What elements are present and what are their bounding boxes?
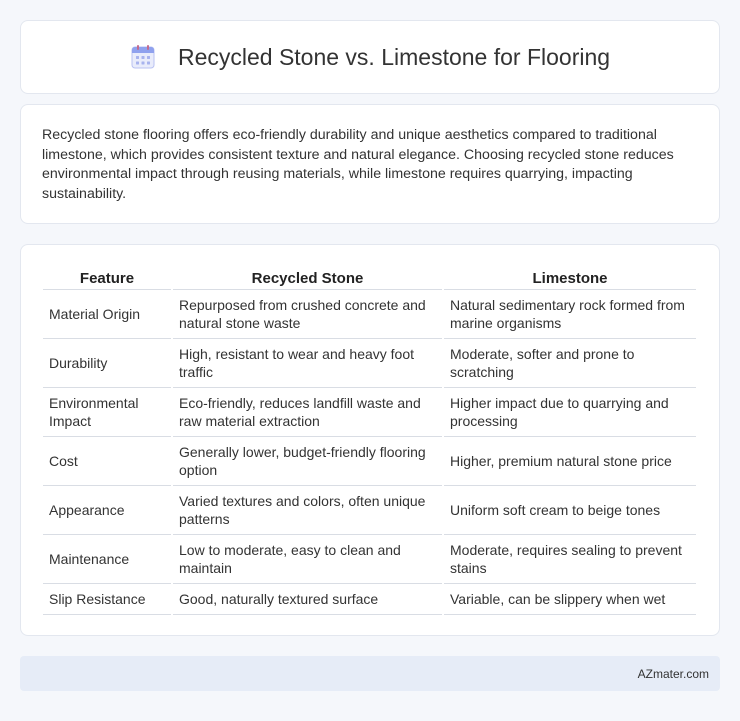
row-feature: Maintenance [43, 535, 171, 584]
row-feature: Environmental Impact [43, 388, 171, 437]
row-feature: Durability [43, 339, 171, 388]
header-feature: Feature [43, 267, 171, 290]
header-limestone: Limestone [444, 267, 696, 290]
table-row [43, 339, 696, 388]
comparison-card [20, 244, 720, 636]
row-feature: Appearance [43, 486, 171, 535]
calendar-icon [130, 44, 156, 70]
table-row [43, 486, 696, 535]
row-feature: Material Origin [43, 290, 171, 339]
row-limestone: Moderate, softer and prone to scratching [444, 339, 696, 388]
header-recycled-stone: Recycled Stone [173, 267, 442, 290]
table-header-row [43, 267, 696, 290]
row-recycled-stone: Low to moderate, easy to clean and maintain [173, 535, 442, 584]
comparison-table [41, 267, 698, 615]
table-row [43, 290, 696, 339]
row-recycled-stone: Eco-friendly, reduces landfill waste and raw material extraction [173, 388, 442, 437]
table-row [43, 584, 696, 615]
row-limestone: Higher, premium natural stone price [444, 437, 696, 486]
table-row [43, 437, 696, 486]
row-feature: Cost [43, 437, 171, 486]
summary-text: Recycled stone flooring offers eco-friendly durability and unique aesthetics compared to traditional limestone, which provides consistent texture and natural elegance. Choosing recycled stone reduces environmental impact through reusing materials, while limestone requires quarrying, impacting sustainability. [42, 127, 674, 202]
row-limestone: Uniform soft cream to beige tones [444, 486, 696, 535]
row-recycled-stone: High, resistant to wear and heavy foot traffic [173, 339, 442, 388]
row-recycled-stone: Generally lower, budget-friendly flooring option [173, 437, 442, 486]
table-row [43, 388, 696, 437]
table-row [43, 535, 696, 584]
footer-site-name: AZmater.com [637, 666, 709, 681]
row-recycled-stone: Good, naturally textured surface [173, 584, 442, 615]
footer [20, 656, 720, 691]
row-limestone: Variable, can be slippery when wet [444, 584, 696, 615]
row-limestone: Natural sedimentary rock formed from marine organisms [444, 290, 696, 339]
page-title: Recycled Stone vs. Limestone for Flooring [177, 43, 611, 70]
row-limestone: Moderate, requires sealing to prevent stains [444, 535, 696, 584]
row-recycled-stone: Repurposed from crushed concrete and natural stone waste [173, 290, 442, 339]
title-card [20, 20, 720, 94]
row-limestone: Higher impact due to quarrying and processing [444, 388, 696, 437]
row-recycled-stone: Varied textures and colors, often unique patterns [173, 486, 442, 535]
summary-card [20, 104, 720, 224]
row-feature: Slip Resistance [43, 584, 171, 615]
